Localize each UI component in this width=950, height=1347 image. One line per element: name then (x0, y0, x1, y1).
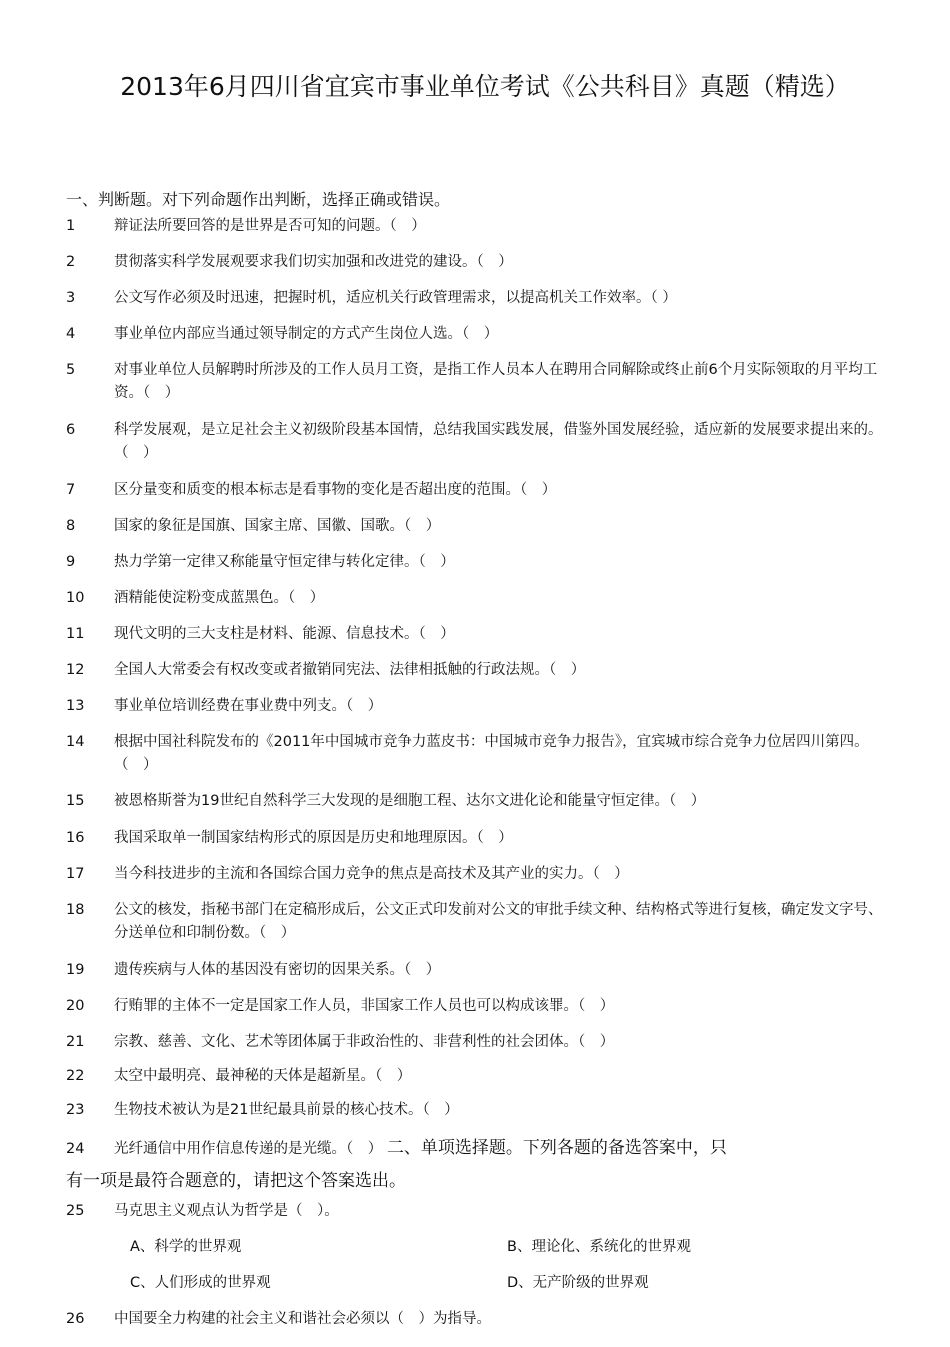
question-text: 被恩格斯誉为19世纪自然科学三大发现的是细胞工程、达尔文进化论和能量守恒定律。（ ） (114, 793, 706, 809)
question-text: 当今科技进步的主流和各国综合国力竞争的焦点是高技术及其产业的实力。（ ） (114, 866, 629, 882)
question-number: 9 (66, 554, 76, 570)
question-item (66, 359, 886, 405)
option-c: C、人们形成的世界观 (130, 1275, 271, 1291)
question-item (66, 323, 886, 346)
question-text: 行贿罪的主体不一定是国家工作人员，非国家工作人员也可以构成该罪。（ ） (114, 998, 615, 1014)
question-number: 26 (66, 1311, 85, 1327)
question-text: 生物技术被认为是21世纪最具前景的核心技术。（ ） (114, 1102, 459, 1118)
question-number: 11 (66, 626, 85, 642)
question-item (66, 587, 886, 610)
question-item (66, 515, 886, 538)
question-text: 公文的核发，指秘书部门在定稿形成后，公文正式印发前对公文的审批手续文种、结构格式等进行复核，确定发文字号、分送单位和印制份数。（ ） (114, 902, 883, 941)
question-number: 22 (66, 1068, 85, 1084)
question-item (66, 1099, 886, 1122)
question-item (66, 995, 886, 1018)
question-number: 12 (66, 662, 85, 678)
question-item (66, 479, 886, 502)
question-text: 我国采取单一制国家结构形式的原因是历史和地理原因。（ ） (114, 830, 513, 846)
question-item (66, 551, 886, 574)
question-text: 马克思主义观点认为哲学是（ ）。 (114, 1203, 339, 1219)
question-number: 17 (66, 866, 85, 882)
question-item (66, 1200, 886, 1223)
question-text: 国家的象征是国旗、国家主席、国徽、国歌。（ ） (114, 518, 441, 534)
question-text: 辩证法所要回答的是世界是否可知的问题。（ ） (114, 218, 426, 234)
question-item (66, 659, 886, 682)
question-number: 13 (66, 698, 85, 714)
question-item (66, 790, 886, 813)
section-2-heading: 二、单项选择题。下列各题的备选答案中，只 (386, 1138, 727, 1158)
question-number: 14 (66, 734, 85, 750)
question-text: 区分量变和质变的根本标志是看事物的变化是否超出度的范围。（ ） (114, 482, 557, 498)
question-item (66, 419, 886, 465)
option-a: A、科学的世界观 (130, 1239, 242, 1255)
question-item (66, 251, 886, 274)
question-number: 2 (66, 254, 76, 270)
question-item (66, 959, 886, 982)
question-item (66, 863, 886, 886)
question-number: 7 (66, 482, 76, 498)
question-item (66, 287, 886, 310)
question-24-line (66, 1137, 727, 1160)
question-text: 太空中最明亮、最神秘的天体是超新星。（ ） (114, 1068, 412, 1084)
question-text: 宗教、慈善、文化、艺术等团体属于非政治性的、非营利性的社会团体。（ ） (114, 1034, 615, 1050)
question-number: 15 (66, 793, 85, 809)
question-number: 25 (66, 1203, 85, 1219)
question-number: 16 (66, 830, 85, 846)
question-text: 科学发展观，是立足社会主义初级阶段基本国情，总结我国实践发展，借鉴外国发展经验，适应新的发展要求提出来的。（ ） (114, 422, 883, 461)
question-text: 全国人大常委会有权改变或者撤销同宪法、法律相抵触的行政法规。（ ） (114, 662, 586, 678)
question-item (66, 827, 886, 850)
page-title: 2013年6月四川省宜宾市事业单位考试《公共科目》真题（精选） (120, 72, 850, 101)
question-item (66, 215, 886, 238)
question-text: 酒精能使淀粉变成蓝黑色。（ ） (114, 590, 325, 606)
section-2-heading-continued: 有一项是最符合题意的，请把这个答案选出。 (66, 1171, 406, 1191)
option-d: D、无产阶级的世界观 (507, 1275, 649, 1291)
question-number: 10 (66, 590, 85, 606)
question-number: 3 (66, 290, 76, 306)
question-number: 4 (66, 326, 76, 342)
question-text: 热力学第一定律又称能量守恒定律与转化定律。（ ） (114, 554, 455, 570)
question-text: 遗传疾病与人体的基因没有密切的因果关系。（ ） (114, 962, 441, 978)
question-item (66, 1031, 886, 1054)
question-number: 1 (66, 218, 76, 234)
question-text: 贯彻落实科学发展观要求我们切实加强和改进党的建设。（ ） (114, 254, 513, 270)
question-text: 根据中国社科院发布的《2011年中国城市竞争力蓝皮书：中国城市竞争力报告》，宜宾城市综合竞争力位居四川第四。（ ） (114, 734, 869, 773)
question-text: 对事业单位人员解聘时所涉及的工作人员月工资，是指工作人员本人在聘用合同解除或终止前6个月实际领取的月平均工资。（ ） (114, 362, 878, 401)
question-number: 20 (66, 998, 85, 1014)
question-item (66, 623, 886, 646)
question-item (66, 899, 886, 945)
question-text: 事业单位培训经费在事业费中列支。（ ） (114, 698, 383, 714)
section-1-heading: 一、判断题。对下列命题作出判断，选择正确或错误。 (66, 190, 451, 209)
question-item (66, 731, 886, 777)
question-text: 事业单位内部应当通过领导制定的方式产生岗位人选。（ ） (114, 326, 499, 342)
question-number: 21 (66, 1034, 85, 1050)
question-text: 中国要全力构建的社会主义和谐社会必须以（ ）为指导。 (114, 1311, 491, 1327)
question-number: 6 (66, 422, 76, 438)
question-item (66, 1065, 886, 1088)
question-item (66, 1308, 886, 1331)
question-item (66, 695, 886, 718)
question-text: 现代文明的三大支柱是材料、能源、信息技术。（ ） (114, 626, 455, 642)
question-text: 公文写作必须及时迅速，把握时机，适应机关行政管理需求，以提高机关工作效率。（ ） (114, 290, 677, 306)
question-text: 光纤通信中用作信息传递的是光缆。（ ） (114, 1141, 383, 1157)
question-number: 19 (66, 962, 85, 978)
question-number: 5 (66, 362, 76, 378)
question-number: 18 (66, 902, 85, 918)
question-number: 24 (66, 1141, 85, 1157)
question-number: 23 (66, 1102, 85, 1118)
question-number: 8 (66, 518, 76, 534)
option-b: B、理论化、系统化的世界观 (507, 1239, 691, 1255)
